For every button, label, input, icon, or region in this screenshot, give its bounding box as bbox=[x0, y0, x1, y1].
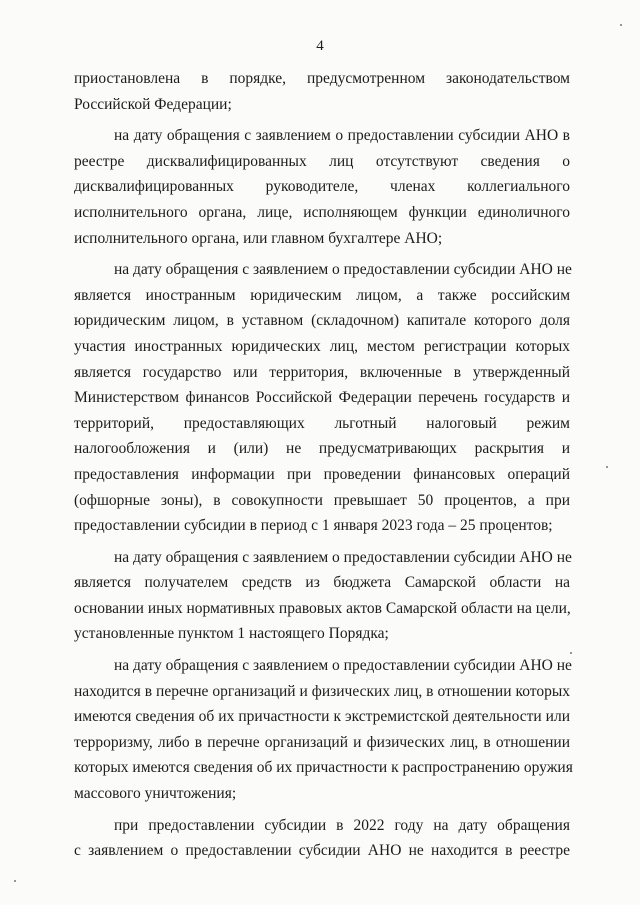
text-line: установленные пунктом 1 настоящего Порядка; bbox=[74, 625, 389, 643]
text-line: является иностранным юридическим лицом, а также российским bbox=[74, 286, 570, 304]
text-line: на дату обращения с заявлением о предоставлении субсидии АНО не bbox=[114, 657, 572, 675]
text-line: имеются сведения об их причастности к экстремистской деятельности или bbox=[74, 708, 570, 726]
text-line: является получателем средств из бюджета Самарской области на bbox=[74, 574, 570, 592]
text-line: исполнительного органа, лице, исполняющем функции единоличного bbox=[74, 203, 570, 221]
text-line: которых имеются сведения об их причастности к распространению оружия bbox=[74, 759, 573, 777]
scan-speck bbox=[570, 652, 572, 654]
paragraph-registry-2022 bbox=[74, 813, 570, 864]
text-line: юридическим лицом, в уставном (складочном) капитале которого доля bbox=[74, 312, 570, 330]
text-line: налогообложения и (или) не предусматривающих раскрытия и bbox=[74, 440, 570, 458]
paragraph-continuation bbox=[74, 66, 570, 117]
text-line: основании иных нормативных правовых актов Самарской области на цели, bbox=[74, 599, 571, 617]
text-line: предоставления информации при проведении финансовых операций bbox=[74, 465, 570, 483]
text-line: терроризму, либо в перечне организаций и физических лиц, в отношении bbox=[74, 733, 570, 751]
text-line: дисквалифицированных руководителе, членах коллегиального bbox=[74, 178, 570, 196]
text-line: приостановлена в порядке, предусмотренном законодательством bbox=[74, 70, 570, 87]
paragraph-foreign-entity bbox=[74, 257, 570, 539]
text-line: реестре дисквалифицированных лиц отсутствуют сведения о bbox=[74, 152, 570, 170]
text-line: на дату обращения с заявлением о предоставлении субсидии АНО не bbox=[114, 261, 572, 279]
paragraph-disqualified-persons bbox=[74, 123, 570, 251]
page-number: 4 bbox=[316, 38, 324, 54]
text-line: предоставлении субсидии в период с 1 января 2023 года – 25 процентов; bbox=[74, 517, 553, 535]
text-line: Министерством финансов Российской Федерации перечень государств и bbox=[74, 389, 570, 407]
paragraph-budget-recipient bbox=[74, 545, 570, 647]
scan-speck bbox=[606, 466, 608, 468]
text-line: массового уничтожения; bbox=[74, 785, 237, 803]
text-line: с заявлением о предоставлении субсидии АНО не находится в реестре bbox=[74, 842, 570, 860]
text-line: на дату обращения с заявлением о предоставлении субсидии АНО в bbox=[114, 127, 570, 145]
text-line: является государство или территория, включенные в утвержденный bbox=[74, 363, 570, 381]
paragraph-extremism-list bbox=[74, 653, 573, 807]
text-line: при предоставлении субсидии в 2022 году на дату обращения bbox=[114, 816, 570, 834]
text-line: (офшорные зоны), в совокупности превышает 50 процентов, а при bbox=[74, 491, 570, 509]
text-line: Российской Федерации; bbox=[74, 95, 232, 113]
scan-speck bbox=[620, 24, 622, 26]
text-line: находится в перечне организаций и физических лиц, в отношении которых bbox=[74, 682, 570, 700]
text-line: на дату обращения с заявлением о предоставлении субсидии АНО не bbox=[114, 548, 572, 566]
document-body bbox=[74, 66, 573, 864]
text-line: исполнительного органа, или главном бухгалтере АНО; bbox=[74, 229, 443, 247]
text-line: участия иностранных юридических лиц, местом регистрации которых bbox=[74, 337, 570, 355]
text-line: территорий, предоставляющих льготный налоговый режим bbox=[74, 414, 570, 432]
scan-speck bbox=[14, 880, 16, 882]
